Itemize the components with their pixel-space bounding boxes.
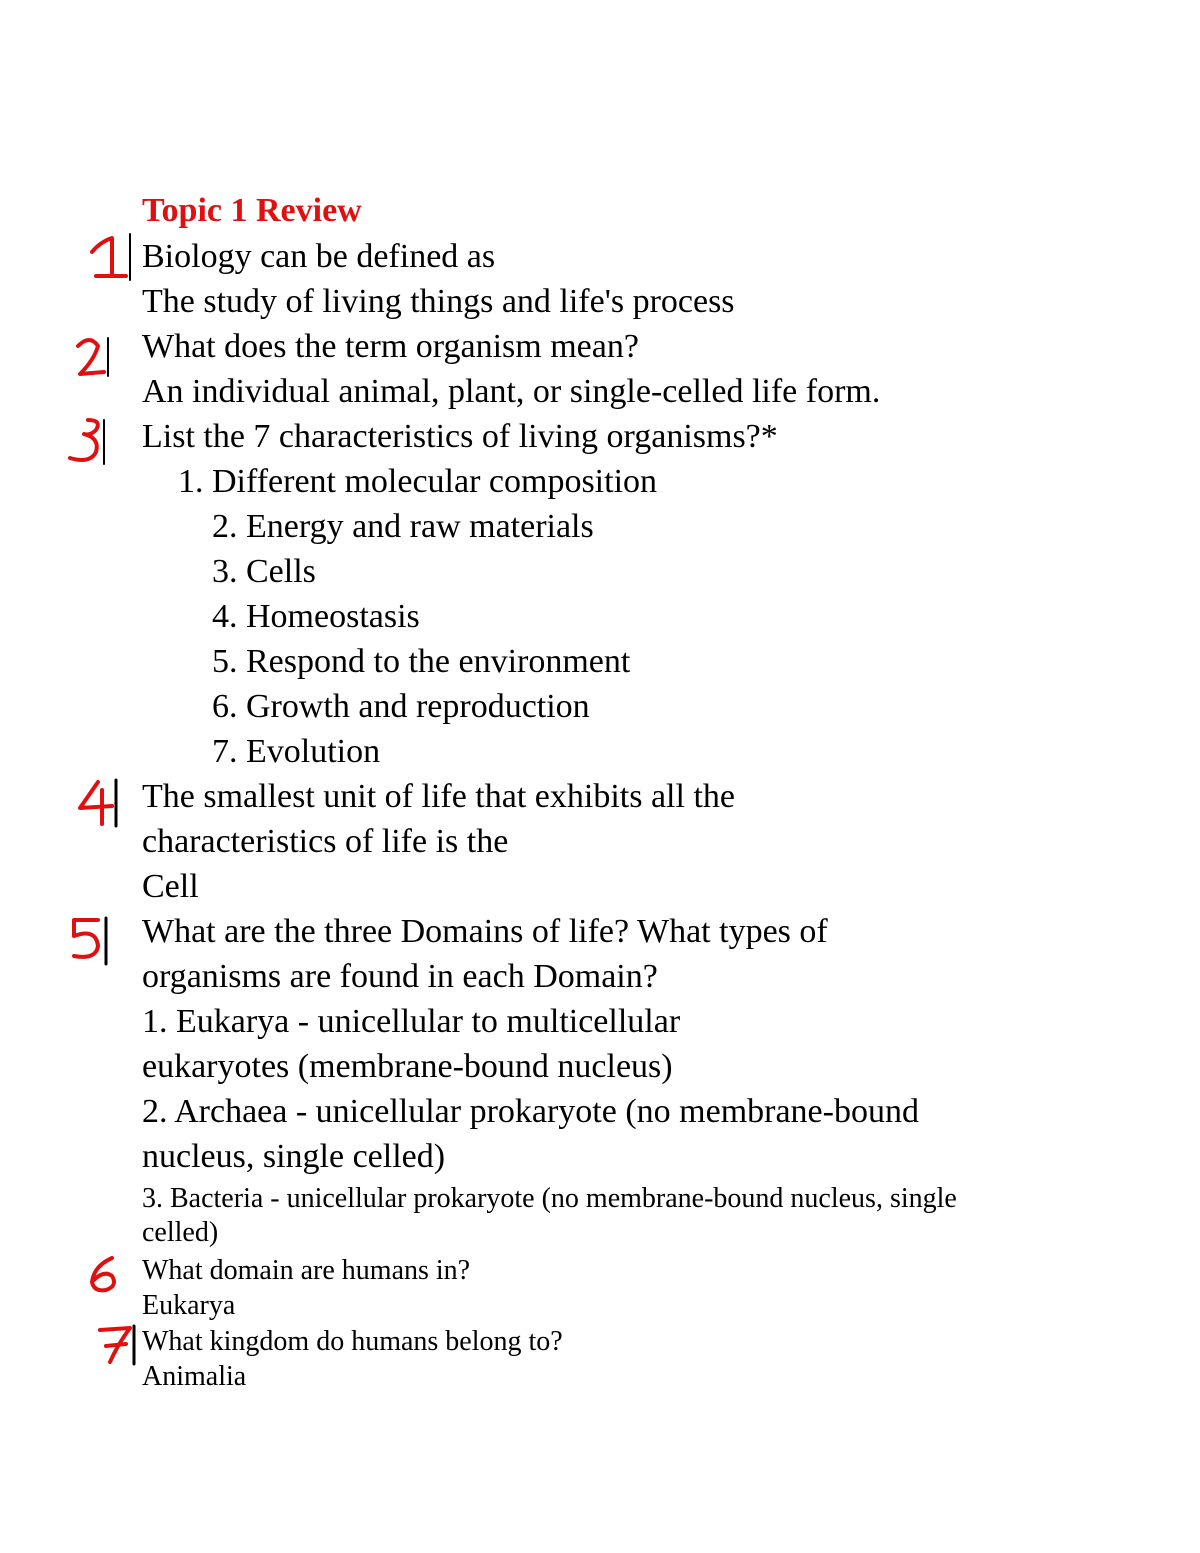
answer-2-text: An individual animal, plant, or single-celled life form. — [142, 373, 881, 410]
question-6-text: What domain are humans in? — [142, 1255, 471, 1286]
page-title: Topic 1 Review — [142, 192, 362, 229]
characteristic-item: 2. Energy and raw materials — [212, 508, 594, 545]
answer-5-text: nucleus, single celled) — [142, 1138, 446, 1175]
answer-5-text: 1. Eukarya - unicellular to multicellular — [142, 1003, 681, 1040]
question-7-text: What kingdom do humans belong to? — [142, 1326, 563, 1357]
answer-6-text: Eukarya — [142, 1290, 236, 1321]
characteristic-item: 6. Growth and reproduction — [212, 688, 590, 725]
characteristic-item: 5. Respond to the environment — [212, 643, 631, 680]
answer-7-text: Animalia — [142, 1361, 247, 1392]
handwritten-number-5 — [66, 914, 116, 966]
handwritten-number-1 — [86, 232, 134, 284]
question-4-text: characteristics of life is the — [142, 823, 509, 860]
question-5-text: What are the three Domains of life? What types of — [142, 913, 828, 950]
handwritten-number-3 — [62, 416, 112, 468]
question-5-text: organisms are found in each Domain? — [142, 958, 658, 995]
question-4-text: The smallest unit of life that exhibits all the — [142, 778, 735, 815]
handwritten-number-7 — [96, 1322, 140, 1366]
answer-1-text: The study of living things and life's process — [142, 283, 735, 320]
question-3-text: List the 7 characteristics of living organisms?* — [142, 418, 778, 455]
handwritten-number-4 — [76, 778, 126, 828]
question-1-text: Biology can be defined as — [142, 238, 496, 275]
characteristic-item: 7. Evolution — [212, 733, 381, 770]
characteristic-item: 4. Homeostasis — [212, 598, 420, 635]
answer-5-text: 2. Archaea - unicellular prokaryote (no membrane-bound — [142, 1093, 919, 1130]
answer-4-text: Cell — [142, 868, 199, 905]
characteristic-item: 3. Cells — [212, 553, 316, 590]
answer-5-text: celled) — [142, 1217, 219, 1248]
question-2-text: What does the term organism mean? — [142, 328, 639, 365]
handwritten-number-2 — [72, 334, 120, 380]
answer-5-text: 3. Bacteria - unicellular prokaryote (no membrane-bound nucleus, single — [142, 1183, 957, 1214]
characteristic-item: 1. Different molecular composition — [178, 463, 658, 500]
handwritten-number-6 — [86, 1254, 130, 1294]
answer-5-text: eukaryotes (membrane-bound nucleus) — [142, 1048, 673, 1085]
